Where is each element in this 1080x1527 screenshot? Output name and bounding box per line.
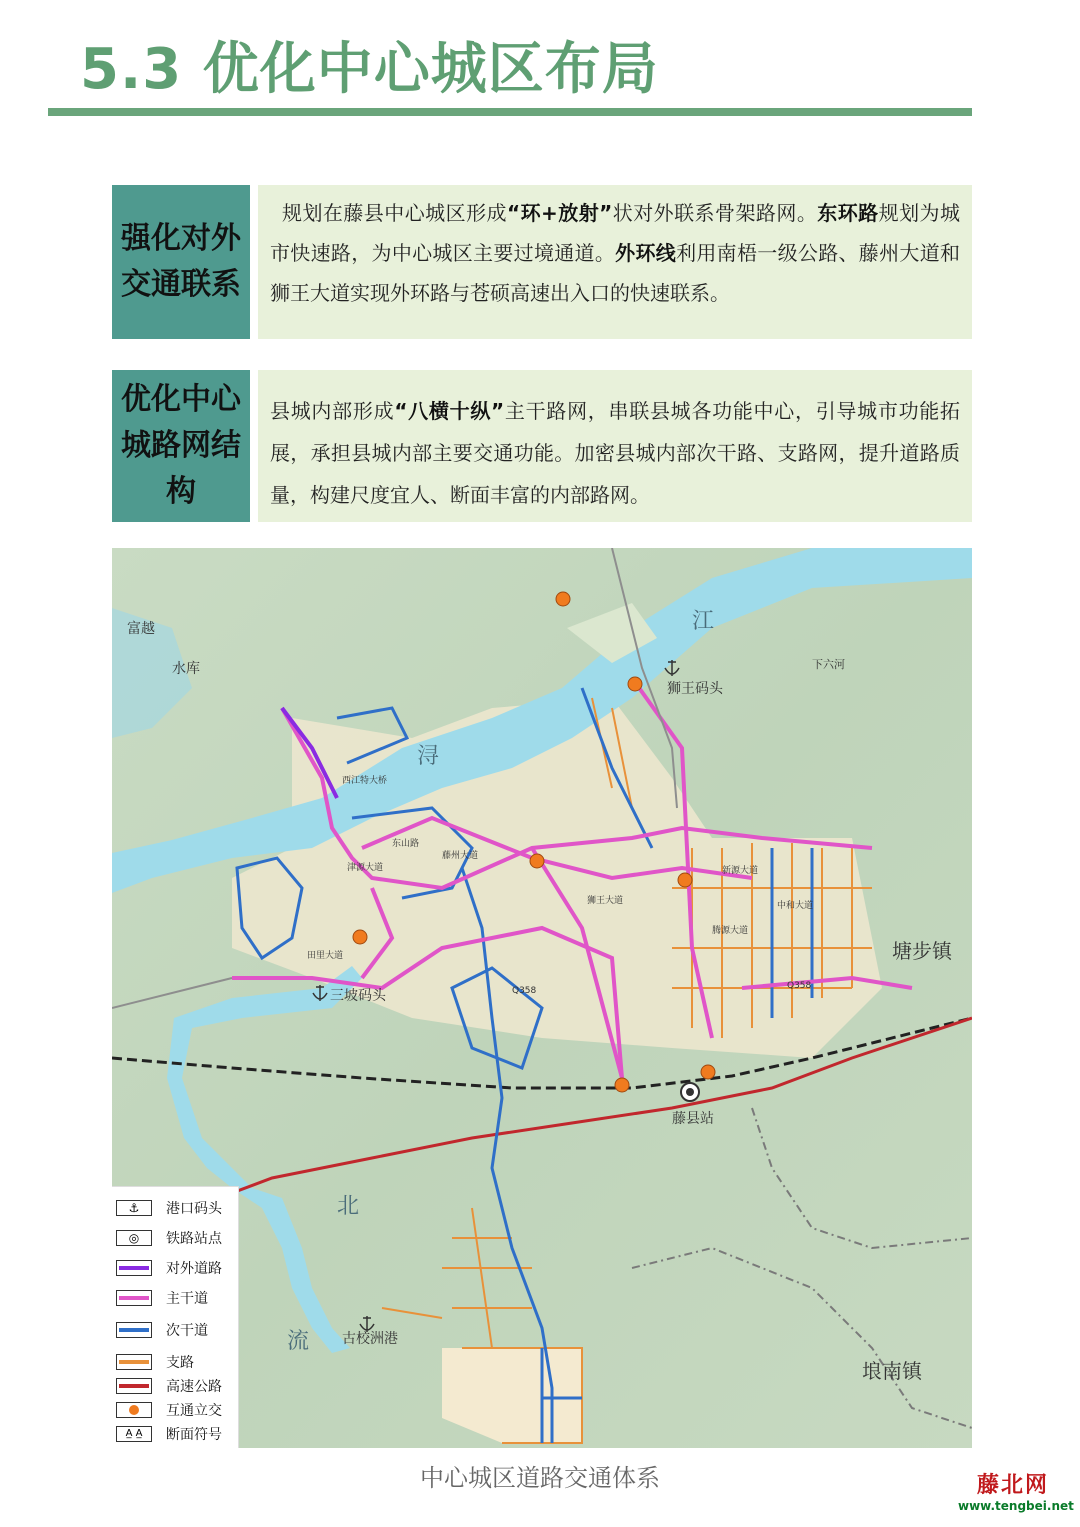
watermark-name: 藤北网 xyxy=(976,1472,1049,1498)
interchange xyxy=(628,677,642,691)
map-label: 古校洲港 xyxy=(342,1331,398,1347)
interchange xyxy=(556,592,570,606)
watermark xyxy=(958,1468,1074,1513)
map-label: 东山路 xyxy=(392,839,420,849)
rail-station-icon-core xyxy=(686,1088,694,1096)
legend-item-section-symbol xyxy=(112,1423,238,1445)
map-label: 中和大道 xyxy=(777,901,814,911)
legend-swatch xyxy=(116,1354,152,1370)
legend-label: 支路 xyxy=(166,1355,194,1371)
legend-item-branch-road xyxy=(112,1351,238,1373)
map-label: 流 xyxy=(287,1329,310,1354)
legend-item-main-road xyxy=(112,1287,238,1309)
map-label: 藤县站 xyxy=(672,1111,714,1127)
legend-label: 次干道 xyxy=(166,1323,208,1339)
text-segment: 规划为城市快速路，为中心城区主要过境通道。 xyxy=(270,201,960,265)
text-segment: 县城内部形成 xyxy=(270,399,395,423)
interchange xyxy=(701,1065,715,1079)
map-label: 北 xyxy=(337,1194,360,1219)
text-segment: 主干路网，串联县城各功能中心，引导城市功能拓展，承担县城内部主要交通功能。加密县城内部次干路、支路网，提升道路质量，构建尺度宜人、断面丰富的内部路网。 xyxy=(270,399,961,507)
map-label: 津源大道 xyxy=(347,863,384,873)
section-label xyxy=(112,370,250,522)
map-label: 三坡码头 xyxy=(330,988,386,1004)
title-divider xyxy=(48,108,972,116)
legend-label: 互通立交 xyxy=(166,1403,222,1419)
map-label: 埌南镇 xyxy=(862,1359,922,1383)
watermark-url: www.tengbei.net xyxy=(958,1499,1074,1513)
section-label-line: 城路网结 xyxy=(121,428,241,463)
map-label: 江 xyxy=(692,609,715,634)
map-label: Q358 xyxy=(787,981,812,991)
legend-swatch xyxy=(116,1402,152,1418)
section-external-traffic xyxy=(112,185,972,339)
map-label: 下六河 xyxy=(812,658,845,671)
legend-swatch xyxy=(116,1322,152,1338)
map-caption: 中心城区道路交通体系 xyxy=(420,1464,660,1492)
section-body xyxy=(258,370,972,522)
interchange xyxy=(615,1078,629,1092)
text-segment-bold: “八横十纵” xyxy=(394,399,505,423)
rail-station-icon: ◎ xyxy=(116,1230,152,1246)
legend-item-port xyxy=(112,1197,238,1219)
map-label: 新源大道 xyxy=(722,866,759,876)
page-title: 5.3 优化中心城区布局 xyxy=(80,37,659,102)
map-label: 水库 xyxy=(172,661,200,677)
legend-swatch xyxy=(116,1260,152,1276)
section-label-line: 强化对外 xyxy=(121,221,241,256)
map-label: 浔 xyxy=(417,744,440,769)
legend-label: 高速公路 xyxy=(166,1379,222,1395)
text-segment: 利用南梧一级公路、藤州大道和狮王大道实现外环路与苍硕高速出入口的快速联系。 xyxy=(270,241,961,305)
map-label: 富越 xyxy=(127,621,155,637)
section-road-network xyxy=(112,370,972,522)
section-label-line: 交通联系 xyxy=(121,267,241,302)
interchange xyxy=(678,873,692,887)
map-label: 藤州大道 xyxy=(442,851,479,861)
interchange xyxy=(353,930,367,944)
section-label-line: 优化中心 xyxy=(121,382,241,417)
map-label: 田里大道 xyxy=(307,951,344,961)
text-segment-bold: 东环路 xyxy=(817,201,879,225)
interchange xyxy=(530,854,544,868)
legend-label: 对外道路 xyxy=(166,1261,222,1277)
map-label: Q358 xyxy=(512,986,537,996)
map-label: 狮王码头 xyxy=(667,681,723,697)
legend-item-secondary-road xyxy=(112,1319,238,1341)
map-legend xyxy=(112,1186,239,1448)
map-label: 塘步镇 xyxy=(892,939,952,963)
section-symbol-icon: A̲ A̲ xyxy=(116,1426,152,1442)
map-canvas xyxy=(112,548,972,1448)
section-body xyxy=(258,185,972,339)
section-label-line: 构 xyxy=(166,474,196,509)
text-segment: 规划在藤县中心城区形成 xyxy=(282,201,507,225)
text-segment-bold: “环+放射” xyxy=(506,201,613,225)
map-label: 腾源大道 xyxy=(712,926,749,936)
legend-item-external-road xyxy=(112,1257,238,1279)
legend-label: 断面符号 xyxy=(166,1427,222,1443)
anchor-icon: ⚓ xyxy=(116,1200,152,1216)
legend-item-interchange xyxy=(112,1399,238,1421)
text-segment: 状对外联系骨架路网。 xyxy=(612,201,818,225)
legend-item-expressway xyxy=(112,1375,238,1397)
legend-label: 主干道 xyxy=(166,1291,208,1307)
legend-swatch xyxy=(116,1378,152,1394)
legend-label: 港口码头 xyxy=(166,1201,222,1217)
text-segment-bold: 外环线 xyxy=(615,241,677,265)
legend-swatch xyxy=(116,1290,152,1306)
map-label: 西江特大桥 xyxy=(342,776,388,786)
legend-item-station xyxy=(112,1227,238,1249)
legend-label: 铁路站点 xyxy=(166,1231,222,1247)
map-label: 狮王大道 xyxy=(587,896,624,906)
section-label xyxy=(112,185,250,339)
road-network-map xyxy=(112,548,972,1448)
